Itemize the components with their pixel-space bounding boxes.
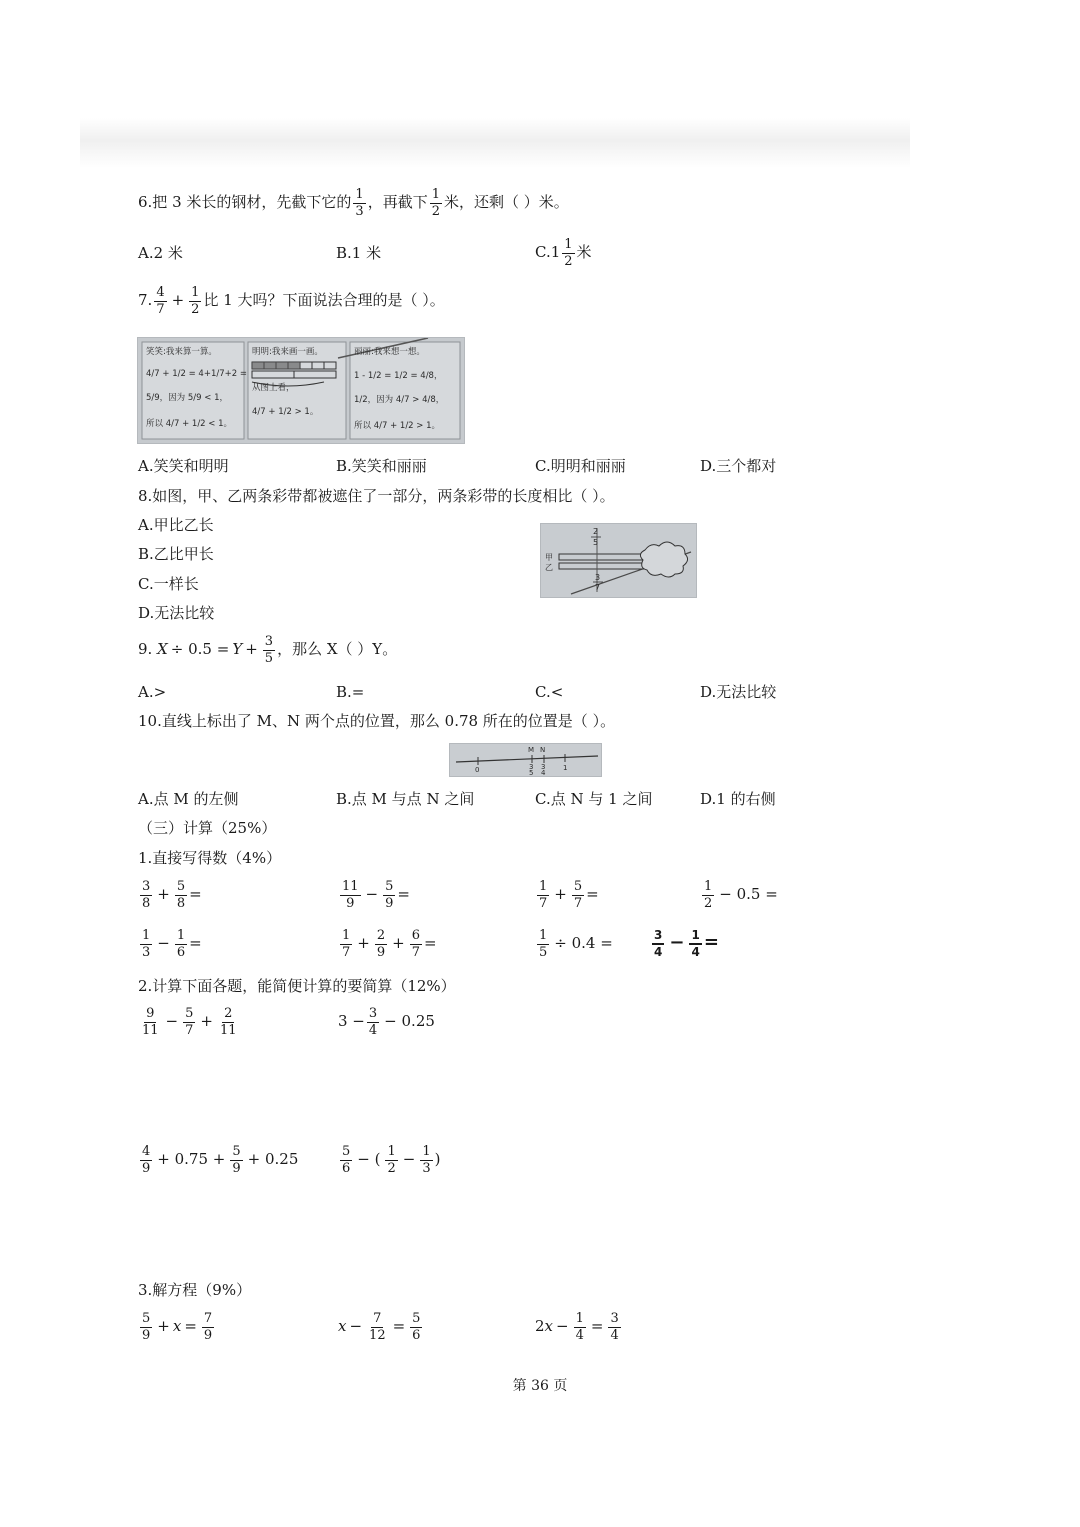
question-8-stem: 8.如图，甲、乙两条彩带都被遮住了一部分，两条彩带的长度相比（ ）。 bbox=[138, 487, 615, 505]
q10-option-c[interactable]: C.点 N 与 1 之间 bbox=[535, 790, 653, 808]
q7-photo-p3-line2: 1/2，因为 4/7 > 4/8， bbox=[354, 395, 445, 405]
q7-option-c[interactable]: C.明明和丽丽 bbox=[535, 457, 626, 475]
q7-option-b[interactable]: B.笑笑和丽丽 bbox=[336, 457, 427, 475]
q10-photo-zero: 0 bbox=[475, 766, 480, 774]
q7-photo bbox=[137, 337, 465, 444]
q8-photo-label-yi: 乙 bbox=[545, 563, 553, 572]
calc2-item-2: 3 − $\frac{3}{4}$ − 0.25 bbox=[338, 1006, 435, 1038]
q8-option-a[interactable]: A.甲比乙长 bbox=[138, 516, 214, 534]
page-number: 第 36 页 bbox=[512, 1378, 568, 1394]
q6-text-a: 6.把 3 米长的钢材，先截下它的 bbox=[138, 193, 352, 212]
q7-fraction-2: $\frac{1}{2}$ bbox=[191, 285, 200, 317]
calc1-item-2: $\frac{11}{9}$ − $\frac{5}{9}$ = bbox=[342, 879, 410, 911]
question-6-stem bbox=[138, 188, 569, 218]
calc1-item-5: $\frac{1}{3}$ − $\frac{1}{6}$ = bbox=[142, 928, 202, 960]
q6-text-b: ，再截下 bbox=[367, 193, 428, 212]
q7-option-d[interactable]: D.三个都对 bbox=[700, 457, 777, 475]
q7-photo-p1-line2: 5/9，因为 5/9 < 1， bbox=[146, 393, 228, 403]
q8-photo bbox=[540, 523, 697, 598]
q6-option-c[interactable]: C.1 $\frac{1}{2}$ 米 bbox=[535, 237, 592, 269]
calc1-item-4: $\frac{1}{2}$ − 0.5 = bbox=[704, 879, 778, 911]
q7-photo-p1-line3: 所以 4/7 + 1/2 < 1。 bbox=[146, 419, 233, 429]
q10-photo bbox=[449, 743, 602, 777]
q8-photo-bottom-numerator: 3 bbox=[595, 573, 601, 582]
part-1-heading: 1.直接写得数（4%） bbox=[138, 849, 282, 867]
calc3-item-2: x − $\frac{7}{12}$ = $\frac{5}{6}$ bbox=[338, 1311, 421, 1343]
q8-option-b[interactable]: B.乙比甲长 bbox=[138, 545, 214, 563]
q7-photo-p1-title: 笑笑:我来算一算。 bbox=[146, 347, 217, 357]
section-3-title: （三）计算（25%） bbox=[138, 819, 277, 837]
q10-photo-one: 1 bbox=[563, 764, 568, 772]
q9-option-d[interactable]: D.无法比较 bbox=[700, 683, 777, 701]
q7-photo-p2-line2: 4/7 + 1/2 > 1。 bbox=[252, 407, 319, 417]
q7-photo-p1-line1: 4/7 + 1/2 = 4+1/7+2 = bbox=[146, 369, 247, 379]
calc1-item-3: $\frac{1}{7}$ + $\frac{5}{7}$ = bbox=[539, 879, 599, 911]
part-2-heading: 2.计算下面各题，能简便计算的要简算（12%） bbox=[138, 977, 456, 995]
question-10-stem: 10.直线上标出了 M、N 两个点的位置，那么 0.78 所在的位置是（ ）。 bbox=[138, 712, 616, 730]
q7-photo-p3-line1: 1 - 1/2 = 1/2 = 4/8， bbox=[354, 371, 443, 381]
question-7-stem: 7. $\frac{4}{7}$ + $\frac{1}{2}$ 比 1 大吗？下面说法合理的是（ ）。 bbox=[138, 285, 445, 317]
calc2-item-1: $\frac{9}{11}$ − $\frac{5}{7}$ + $\frac{2}{11}$ bbox=[142, 1006, 237, 1038]
q10-option-b[interactable]: B.点 M 与点 N 之间 bbox=[336, 790, 475, 808]
q8-photo-top-numerator: 2 bbox=[593, 527, 599, 536]
calc1-item-6: $\frac{1}{7}$ + $\frac{2}{9}$ + $\frac{6}{7}$ = bbox=[342, 928, 437, 960]
q6-fraction-2: $\frac{1}{2}$ bbox=[431, 187, 440, 219]
q10-photo-n-denominator: 4 bbox=[541, 769, 546, 777]
q7-photo-p3-line3: 所以 4/7 + 1/2 > 1。 bbox=[354, 421, 441, 431]
q9-option-b[interactable]: B.= bbox=[336, 683, 365, 701]
calc3-item-1: $\frac{5}{9}$ + x = $\frac{7}{9}$ bbox=[142, 1311, 213, 1343]
q7-photo-p2-line1: 从图上看， bbox=[252, 383, 295, 393]
q10-option-d[interactable]: D.1 的右侧 bbox=[700, 790, 776, 808]
q6-option-b[interactable]: B.1 米 bbox=[336, 244, 382, 262]
calc1-item-1: $\frac{3}{8}$ + $\frac{5}{8}$ = bbox=[142, 879, 202, 911]
q7-photo-p2-title: 明明:我来画一画。 bbox=[252, 347, 323, 357]
q10-photo-n: N bbox=[540, 746, 546, 754]
q6-option-c-fraction: $\frac{1}{2}$ bbox=[564, 237, 573, 269]
q9-option-a[interactable]: A.> bbox=[138, 683, 167, 701]
q6-option-a[interactable]: A.2 米 bbox=[138, 244, 183, 262]
q10-photo-m: M bbox=[528, 746, 535, 754]
q8-photo-label-jia: 甲 bbox=[545, 553, 553, 562]
q7-photo-p3-title: 丽丽:我来想一想。 bbox=[354, 347, 425, 357]
q10-option-a[interactable]: A.点 M 的左侧 bbox=[138, 790, 239, 808]
scan-smudge bbox=[80, 118, 910, 168]
calc3-item-3: 2x − $\frac{1}{4}$ = $\frac{3}{4}$ bbox=[535, 1311, 619, 1343]
q8-photo-bottom-denominator: 7 bbox=[595, 583, 601, 592]
q8-option-c[interactable]: C.一样长 bbox=[138, 575, 199, 593]
calc1-item-8: $\frac{3}{4}$ − $\frac{1}{4}$ = bbox=[654, 928, 719, 959]
q8-option-d[interactable]: D.无法比较 bbox=[138, 604, 215, 622]
q8-photo-top-denominator: 5 bbox=[593, 538, 599, 547]
calc2-item-3: $\frac{4}{9}$ + 0.75 + $\frac{5}{9}$ + 0.25 bbox=[142, 1144, 299, 1176]
q10-photo-n-numerator: 3 bbox=[541, 763, 546, 771]
calc2-item-4: $\frac{5}{6}$ − ( $\frac{1}{2}$ − $\frac{1}{3}$ ) bbox=[342, 1144, 441, 1176]
calc1-item-7: $\frac{1}{5}$ ÷ 0.4 = bbox=[539, 928, 613, 960]
q7-fraction-1: $\frac{4}{7}$ bbox=[156, 285, 165, 317]
q7-option-a[interactable]: A.笑笑和明明 bbox=[138, 457, 229, 475]
question-9-stem: 9. X ÷ 0.5 = Y + $\frac{3}{5}$ ，那么 X（ ）Y。 bbox=[138, 634, 398, 666]
q6-text-c: 米，还剩（ ）米。 bbox=[443, 193, 569, 212]
q10-photo-m-numerator: 3 bbox=[529, 763, 534, 771]
part-3-heading: 3.解方程（9%） bbox=[138, 1281, 252, 1299]
q9-option-c[interactable]: C.< bbox=[535, 683, 564, 701]
q10-photo-m-denominator: 5 bbox=[529, 769, 534, 777]
q9-fraction: $\frac{3}{5}$ bbox=[264, 634, 274, 666]
q6-fraction-1: $\frac{1}{3}$ bbox=[355, 187, 364, 219]
